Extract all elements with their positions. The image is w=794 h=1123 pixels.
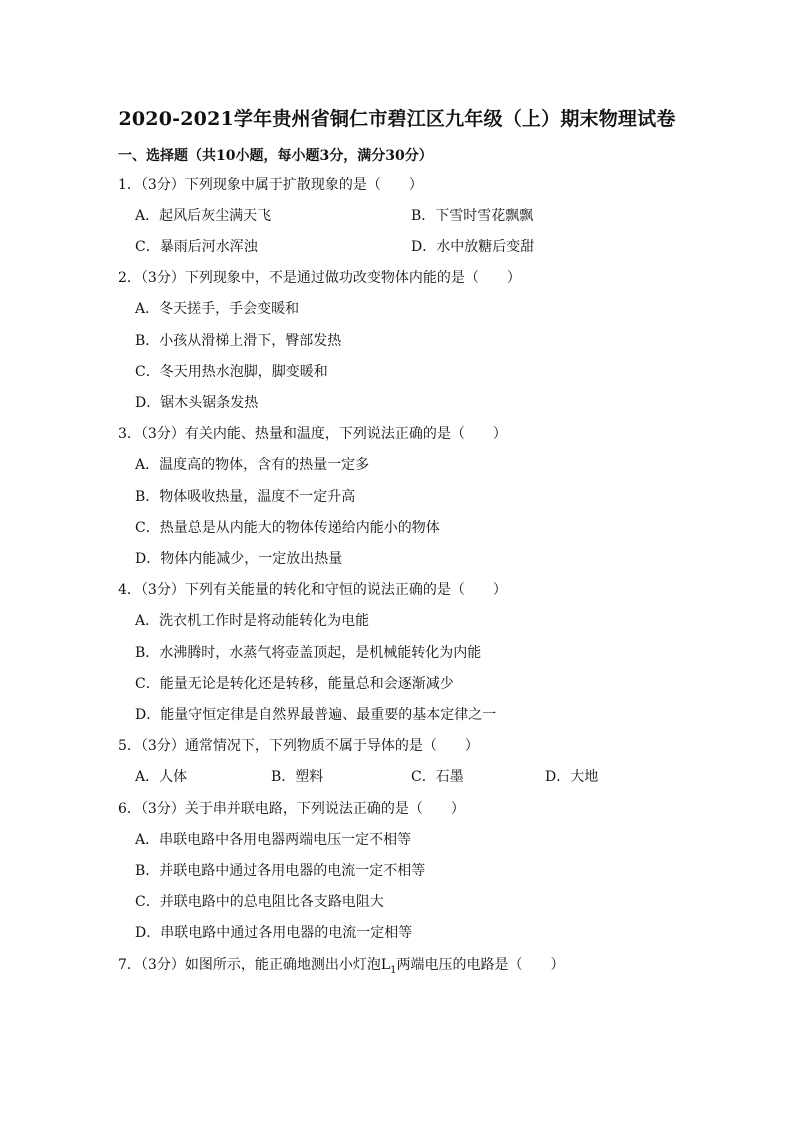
question-4-option-c: C．能量无论是转化还是转移，能量总和会逐渐减少 (135, 676, 454, 692)
question-6-option-d: D．串联电路中通过各用电器的电流一定相等 (135, 925, 413, 941)
question-3-option-a: A．温度高的物体，含有的热量一定多 (135, 457, 370, 473)
question-3-option-d: D．物体内能减少，一定放出热量 (135, 551, 343, 567)
question-5-stem: 5．（3分）通常情况下，下列物质不属于导体的是（ ） (118, 738, 479, 754)
question-7-subscript: 1 (390, 964, 397, 976)
question-7-stem (118, 956, 565, 980)
question-2-option-b: B．小孩从滑梯上滑下，臀部发热 (135, 333, 342, 349)
question-1-option-c: C．暴雨后河水浑浊 (135, 239, 258, 255)
question-1-option-a: A．起风后灰尘满天飞 (135, 208, 272, 224)
section-heading: 一、选择题（共10小题，每小题3分，满分30分） (118, 148, 433, 164)
question-7-stem-prefix: 7．（3分）如图所示，能正确地测出小灯泡L (118, 957, 391, 973)
question-2-option-a: A．冬天搓手，手会变暖和 (135, 301, 300, 317)
question-4-option-d: D．能量守恒定律是自然界最普遍、最重要的基本定律之一 (135, 707, 497, 723)
document-title: 2020-2021学年贵州省铜仁市碧江区九年级（上）期末物理试卷 (118, 108, 676, 130)
question-5-option-d: D．大地 (545, 769, 599, 785)
question-2-stem: 2．（3分）下列现象中，不是通过做功改变物体内能的是（ ） (118, 270, 521, 286)
question-3-option-c: C．热量总是从内能大的物体传递给内能小的物体 (135, 520, 440, 536)
question-1-option-b: B．下雪时雪花飘飘 (411, 208, 534, 224)
question-1-option-d: D．水中放糖后变甜 (411, 239, 535, 255)
question-5-option-a: A．人体 (135, 769, 188, 785)
question-6-stem: 6．（3分）关于串并联电路，下列说法正确的是（ ） (118, 801, 465, 817)
question-2-option-c: C．冬天用热水泡脚，脚变暖和 (135, 364, 328, 380)
question-4-option-b: B．水沸腾时，水蒸气将壶盖顶起，是机械能转化为内能 (135, 645, 482, 661)
question-6-option-b: B．并联电路中通过各用电器的电流一定不相等 (135, 863, 426, 879)
question-6-option-a: A．串联电路中各用电器两端电压一定不相等 (135, 832, 412, 848)
question-5-option-b: B．塑料 (271, 769, 324, 785)
question-3-stem: 3．（3分）有关内能、热量和温度，下列说法正确的是（ ） (118, 426, 507, 442)
question-7-stem-suffix: 两端电压的电路是（ ） (396, 957, 565, 973)
question-3-option-b: B．物体吸收热量，温度不一定升高 (135, 489, 356, 505)
question-6-option-c: C．并联电路中的总电阻比各支路电阻大 (135, 894, 384, 910)
question-4-stem: 4．（3分）下列有关能量的转化和守恒的说法正确的是（ ） (118, 582, 507, 598)
question-4-option-a: A．洗衣机工作时是将动能转化为电能 (135, 613, 370, 629)
question-1-stem: 1．（3分）下列现象中属于扩散现象的是（ ） (118, 177, 423, 193)
question-5-option-c: C．石墨 (411, 769, 464, 785)
question-2-option-d: D．锯木头锯条发热 (135, 395, 259, 411)
